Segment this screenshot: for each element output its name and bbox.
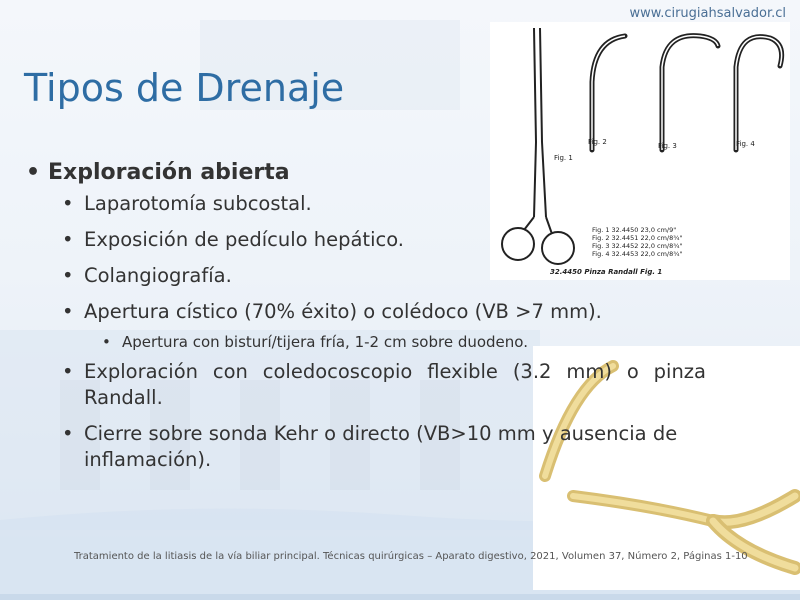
bullet-icon: • <box>62 360 74 383</box>
bullet-icon: • <box>102 333 111 351</box>
heading-text: Exploración abierta <box>48 160 290 185</box>
fig-label-4: Fig. 4 <box>736 140 755 148</box>
bullet-icon: • <box>62 264 74 287</box>
bullet-icon: • <box>62 192 74 215</box>
citation-footer: Tratamiento de la litiasis de la vía biliar principal. Técnicas quirúrgicas – Aparato digestivo, 2021, Volumen 37, Número 2, Páginas 1-10 <box>74 551 748 562</box>
website-watermark: www.cirugiahsalvador.cl <box>629 6 786 21</box>
list-item-text: Apertura cístico (70% éxito) o colédoco (VB >7 mm). <box>84 300 602 323</box>
spec-row-1: Fig. 1 32.4450 23,0 cm/9" <box>592 226 677 234</box>
fig-label-1: Fig. 1 <box>554 154 573 162</box>
spec-row-4: Fig. 4 32.4453 22,0 cm/8¾" <box>592 250 683 258</box>
bullet-heading <box>26 160 706 185</box>
instrument-caption: 32.4450 Pinza Randall Fig. 1 <box>550 268 663 276</box>
list-item-text: Cierre sobre sonda Kehr o directo (VB>10 mm y ausencia de inflamación). <box>84 422 678 471</box>
sub-list-item-text: Apertura con bisturí/tijera fría, 1-2 cm sobre duodeno. <box>122 333 528 351</box>
fig-label-2: Fig. 2 <box>588 138 607 146</box>
bullet-icon: • <box>62 422 74 445</box>
sub-list-item <box>102 333 706 351</box>
slide-title: Tipos de Drenaje <box>24 66 345 110</box>
list-item <box>62 359 706 411</box>
spec-row-3: Fig. 3 32.4452 22,0 cm/8¾" <box>592 242 683 250</box>
bullet-icon: • <box>62 228 74 251</box>
list-item-text: Exploración con coledocoscopio flexible (3.2 mm) o pinza Randall. <box>84 360 706 409</box>
list-item-text: Colangiografía. <box>84 264 232 287</box>
list-item <box>62 227 706 253</box>
list-item-text: Laparotomía subcostal. <box>84 192 312 215</box>
bottom-bar <box>0 594 800 600</box>
list-item <box>62 191 706 217</box>
list-item-text: Exposición de pedículo hepático. <box>84 228 404 251</box>
list-item <box>62 263 706 289</box>
bullet-list <box>26 160 706 483</box>
bullet-icon: • <box>26 160 41 185</box>
fig-label-3: Fig. 3 <box>658 142 677 150</box>
bullet-icon: • <box>62 300 74 323</box>
list-item <box>62 421 706 473</box>
list-item <box>62 299 706 325</box>
spec-row-2: Fig. 2 32.4451 22,0 cm/8¾" <box>592 234 683 242</box>
